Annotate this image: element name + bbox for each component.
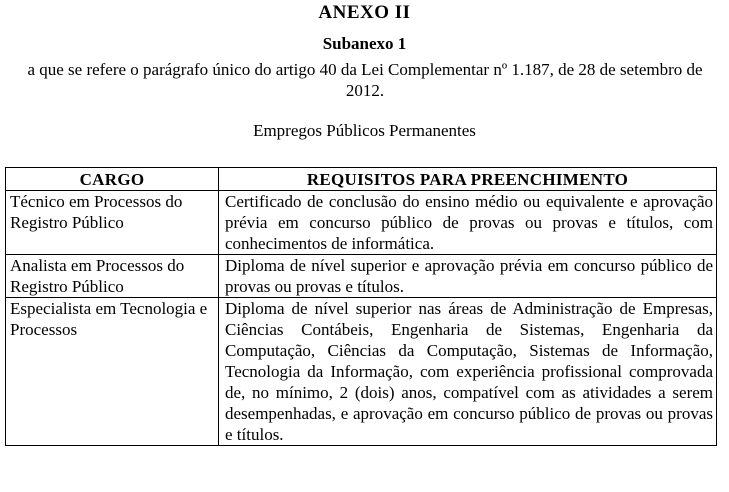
requisitos-cell: Certificado de conclusão do ensino médio ou equivalente e aprovação prévia em concurso público de provas ou provas e títulos, com conhecimentos de informática. (219, 191, 717, 255)
table-row (6, 191, 717, 255)
subannex-title: Subanexo 1 (322, 34, 407, 53)
column-header-requisitos: REQUISITOS PARA PREENCHIMENTO (219, 168, 717, 191)
table-header-row (6, 168, 717, 191)
legal-reference: a que se refere o parágrafo único do artigo 40 da Lei Complementar nº 1.187, de 28 de setembro de 2012. (27, 60, 703, 100)
requisitos-cell: Diploma de nível superior e aprovação prévia em concurso público de provas ou provas e títulos. (219, 255, 717, 298)
table-row (6, 298, 717, 446)
table-row (6, 255, 717, 298)
column-header-cargo: CARGO (6, 168, 219, 191)
cargo-cell: Analista em Processos do Registro Público (6, 255, 219, 298)
cargo-cell: Especialista em Tecnologia e Processos (6, 298, 219, 446)
cargo-cell: Técnico em Processos do Registro Público (6, 191, 219, 255)
annex-title: ANEXO II (318, 2, 411, 23)
requisitos-cell: Diploma de nível superior nas áreas de Administração de Empresas, Ciências Contábeis, Engenharia de Sistemas, Engenharia da Computação, Ciências da Computação, Sistemas de Informação, Tecnologia da Informação, com experiência profissional comprovada de, no mínimo, 2 (dois) anos, compatível com as atividades a serem desempenhadas, e aprovação em concurso público de provas ou provas e títulos. (219, 298, 717, 446)
section-label: Empregos Públicos Permanentes (253, 121, 476, 140)
requirements-table (5, 167, 717, 446)
